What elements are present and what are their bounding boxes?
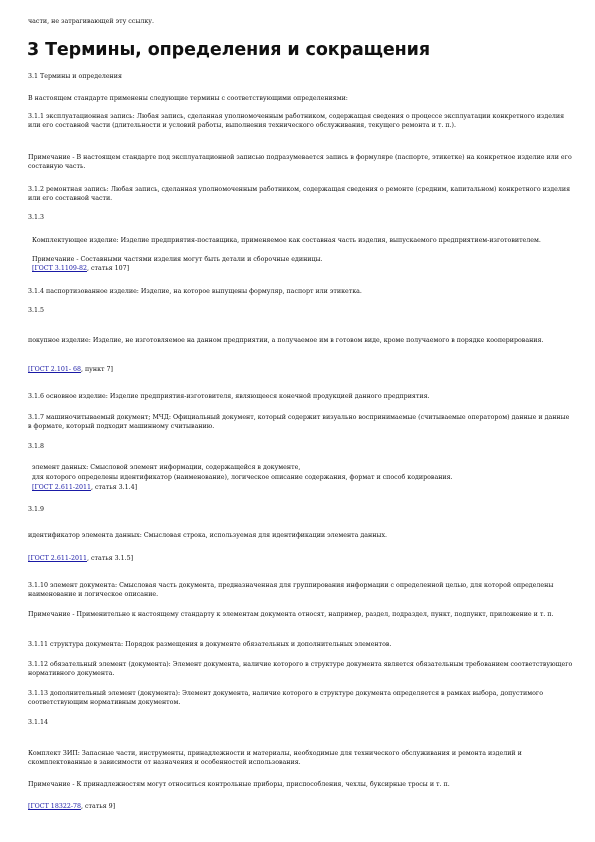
term-number-3-1-9: 3.1.9 xyxy=(28,506,45,513)
gost-link[interactable]: [ГОСТ 3.1109-82 xyxy=(32,265,87,272)
reference-tail: , пункт 7] xyxy=(80,366,113,373)
gost-link[interactable]: [ГОСТ 2.611-2011 xyxy=(32,484,91,491)
term-3-1-13: 3.1.13 дополнительный элемент (документа): Элемент документа, наличие которого в структуре документа определяется в рамках выбора, допустимого соответствующим нормативным документом. xyxy=(28,690,543,706)
note-3-1-14: Примечание - К принадлежностям могут относиться контрольные приборы, приспособления, чехлы, буксирные тросы и т. п. xyxy=(28,781,450,788)
term-3-1-11: 3.1.11 структура документа: Порядок размещения в документе обязательных и дополнительных элементов. xyxy=(28,641,392,648)
reference-3-1-8 xyxy=(32,484,562,493)
note-3-1-1: Примечание - В настоящем стандарте под эксплуатационной записью подразумевается запись в формуляре (паспорте, этикетке) на конкретное изделие или его составную часть. xyxy=(28,154,572,170)
gost-link[interactable]: [ГОСТ 2.611-2011 xyxy=(28,555,87,562)
section-heading: 3 Термины, определения и сокращения xyxy=(27,40,430,60)
note-3-1-3: Примечание - Составными частями изделия могут быть детали и сборочные единицы. xyxy=(32,256,323,263)
term-number-3-1-14: 3.1.14 xyxy=(28,719,49,726)
reference-3-1-5 xyxy=(28,366,573,375)
continuation-text: части, не затрагивающей эту ссылку. xyxy=(28,18,154,25)
term-3-1-10: 3.1.10 элемент документа: Смысловая часть документа, предназначенная для группирования информации с определенной целью, для которой определены наименование и логическое описание. xyxy=(28,582,554,598)
intro-paragraph: В настоящем стандарте применены следующие термины с соответствующими определениями: xyxy=(28,95,348,102)
definition-3-1-3: Комплектующее изделие: Изделие предприятия-поставщика, применяемое как составная часть изделия, выпускаемого предприятием-изготовителем. xyxy=(32,237,541,244)
term-number-3-1-5: 3.1.5 xyxy=(28,307,45,314)
term-3-1-1: 3.1.1 эксплуатационная запись: Любая запись, сделанная уполномоченным работником, содержащая сведения о процессе эксплуатации конкретного изделия или его составной части (длительности и условий работы, выполнения технического обслуживания, текущего ремонта и т. п.). xyxy=(28,113,565,129)
gost-link[interactable]: [ГОСТ 2.101- 68 xyxy=(28,366,81,373)
subsection-heading: 3.1 Термины и определения xyxy=(28,73,122,80)
reference-tail: , статья 3.1.5] xyxy=(87,555,134,562)
term-number-3-1-8: 3.1.8 xyxy=(28,443,45,450)
term-3-1-4: 3.1.4 паспортизованное изделие: Изделие, на которое выпущены формуляр, паспорт или этикетка. xyxy=(28,288,362,295)
term-number-3-1-3: 3.1.3 xyxy=(28,214,45,221)
definition-3-1-14: Комплект ЗИП: Запасные части, инструменты, принадлежности и материалы, необходимые для технического обслуживания и ремонта изделий и скомплектованные в зависимости от назначения и особенностей использования. xyxy=(28,750,522,766)
reference-tail: , статья 9] xyxy=(80,803,116,810)
gost-link[interactable]: [ГОСТ 18322-78 xyxy=(28,803,81,810)
reference-tail: , статья 3.1.4] xyxy=(91,484,138,491)
term-3-1-7: 3.1.7 машиночитываемый документ; МЧД: Официальный документ, который содержит визуально воспринимаемые (считываемые оператором) данные и данные в формате, который подходит машинному считыванию. xyxy=(28,414,570,430)
reference-3-1-14 xyxy=(28,803,573,812)
definition-3-1-8-cont: для которого определены идентификатор (наименование), логическое описание содержания, формат и способ кодирования. xyxy=(32,474,453,481)
definition-3-1-5: покупное изделие: Изделие, не изготовляемое на данном предприятии, а получаемое им в готовом виде, кроме получаемого в порядке кооперирования. xyxy=(28,337,544,344)
note-3-1-10: Примечание - Применительно к настоящему стандарту к элементам документа относят, например, раздел, подраздел, пункт, подпункт, приложение и т. п. xyxy=(28,611,554,618)
reference-3-1-3 xyxy=(32,265,562,274)
term-3-1-2: 3.1.2 ремонтная запись: Любая запись, сделанная уполномоченным работником, содержащая сведения о ремонте (средним, капитальном) конкретного изделия или его составной части. xyxy=(28,186,571,202)
reference-3-1-9 xyxy=(28,555,573,564)
definition-3-1-8: элемент данных: Смысловой элемент информации, содержащейся в документе, xyxy=(32,464,301,471)
reference-tail: , статья 107] xyxy=(86,265,130,272)
definition-3-1-9: идентификатор элемента данных: Смысловая строка, используемая для идентификации элемента данных. xyxy=(28,532,387,539)
term-3-1-12: 3.1.12 обязательный элемент (документа): Элемент документа, наличие которого в структуре документа является обязательным требованием соответствующего нормативного документа. xyxy=(28,661,573,677)
term-3-1-6: 3.1.6 основное изделие: Изделие предприятия-изготовителя, являющееся конечной продукцией данного предприятия. xyxy=(28,393,430,400)
